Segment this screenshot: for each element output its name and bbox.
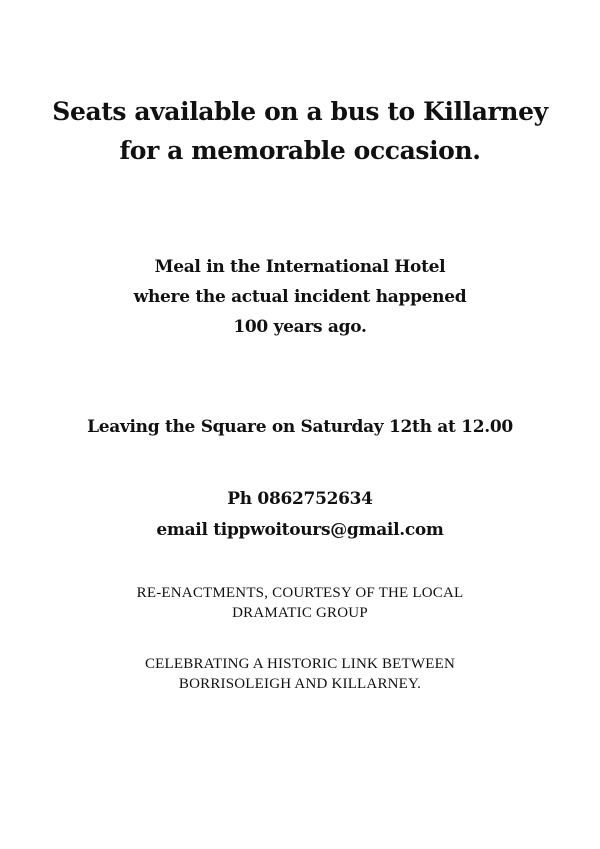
reenactments-line-2: DRAMATIC GROUP	[232, 605, 368, 621]
meal-details	[0, 252, 600, 342]
headline-line-1: Seats available on a bus to Killarney	[52, 97, 548, 126]
departure-info	[0, 413, 600, 441]
meal-line-2: where the actual incident happened	[133, 287, 467, 307]
meal-line-1: Meal in the International Hotel	[154, 257, 446, 277]
email-address: email tippwoitours@gmail.com	[156, 520, 444, 540]
celebration-line-2: BORRISOLEIGH AND KILLARNEY.	[178, 676, 422, 692]
phone-number: Ph 0862752634	[227, 489, 373, 509]
contact-info	[0, 484, 600, 546]
reenactments-line-1: RE-ENACTMENTS, COURTESY OF THE LOCAL	[136, 585, 464, 601]
celebration-line-1: CELEBRATING A HISTORIC LINK BETWEEN	[144, 656, 456, 672]
departure-text: Leaving the Square on Saturday 12th at 12.00	[87, 417, 513, 437]
headline	[0, 92, 600, 170]
reenactments-note	[0, 583, 600, 623]
celebration-note	[0, 654, 600, 694]
meal-line-3: 100 years ago.	[233, 317, 367, 337]
headline-line-2: for a memorable occasion.	[119, 136, 481, 165]
